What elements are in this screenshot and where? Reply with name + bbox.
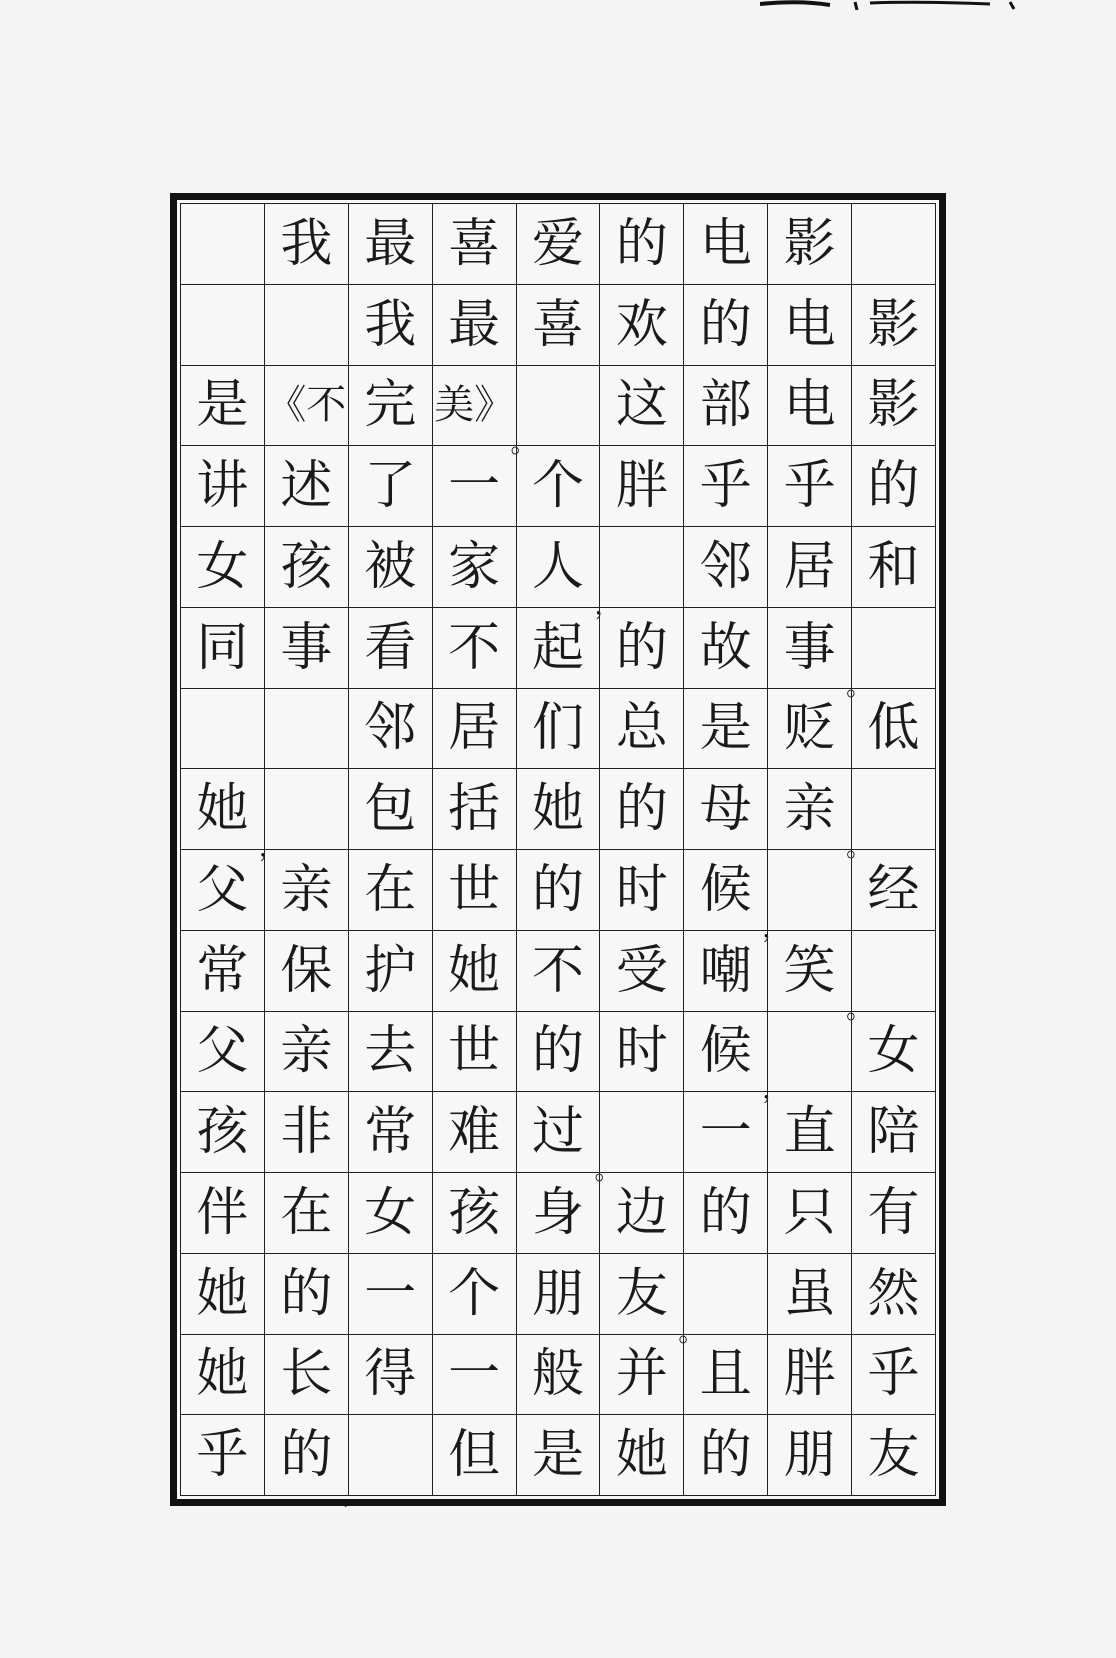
handwritten-character: 讲 [196,456,249,517]
handwritten-character: 友 [615,1263,668,1324]
handwritten-character: 的 [867,456,920,517]
grid-cell [349,1173,433,1254]
handwritten-character: 起 [531,617,584,678]
handwritten-character: 般 [531,1344,584,1405]
handwritten-character: 她 [531,779,584,840]
grid-cell [600,1173,684,1254]
grid-cell [517,769,601,850]
grid-cell [768,446,852,527]
grid-cell [684,931,768,1012]
handwritten-character: 影 [867,294,920,355]
handwritten-character: 嘲 [699,940,752,1001]
grid-cell [265,1254,349,1335]
grid-cell [181,608,265,689]
handwritten-character: 和 [867,536,920,597]
grid-cell [600,608,684,689]
grid-cell [600,204,684,285]
handwritten-character: 候 [699,859,752,920]
handwritten-character: 不 [531,940,584,1001]
handwritten-character: 亲 [783,779,836,840]
grid-cell [684,769,768,850]
grid-cell [684,285,768,366]
handwritten-character: 的 [280,1425,333,1486]
handwritten-character: 乎 [783,456,836,517]
handwritten-character: 身 [531,1182,584,1243]
grid-cell [684,1173,768,1254]
grid-cell [433,1092,517,1173]
handwritten-character: 不 [448,617,501,678]
handwritten-character: 被 [364,536,417,597]
handwritten-character: 时 [615,859,668,920]
handwritten-character: 她 [615,1425,668,1486]
grid-cell [181,1335,265,1416]
handwritten-character: 非 [280,1102,333,1163]
handwritten-character: 影 [783,213,836,274]
grid-cell [517,931,601,1012]
handwritten-character: 邻 [699,536,752,597]
grid-cell [852,1092,936,1173]
grid-cell [349,689,433,770]
top-edge-marks [760,0,1060,10]
handwritten-character: 最 [448,294,501,355]
grid-cell [684,204,768,285]
grid-cell [594,527,684,621]
handwritten-character: 的 [699,1182,752,1243]
grid-cell [768,689,852,770]
grid-cell [768,608,852,689]
grid-cell [265,608,349,689]
punctuation-mark: 。 [678,1317,705,1348]
grid-cell [684,527,768,608]
handwritten-character: 时 [615,1021,668,1082]
grid-cell [349,285,433,366]
grid-cell [768,285,852,366]
handwritten-character: 只 [783,1182,836,1243]
grid-cell [181,1092,265,1173]
grid-cell [265,1173,349,1254]
grid-cell [600,1254,684,1335]
grid-cell [600,1012,684,1093]
grid-cell [181,204,265,285]
grid-cell [852,204,936,285]
handwritten-character: 了 [364,456,417,517]
grid-cell [600,285,684,366]
grid-cell [349,608,433,689]
handwritten-character: 的 [615,617,668,678]
handwritten-character: 在 [280,1182,333,1243]
grid-cell [684,850,768,931]
grid-cell [600,850,684,931]
grid-cell [433,769,517,850]
grid-cell [433,1335,517,1416]
grid-cell [768,1173,852,1254]
handwritten-character: 保 [280,940,333,1001]
grid-cell [265,931,349,1012]
handwritten-character: 有 [867,1182,920,1243]
handwritten-character: 长 [280,1344,333,1405]
handwritten-character: 经 [867,859,920,920]
grid-cell [265,527,349,608]
handwritten-character: 的 [699,294,752,355]
handwritten-character: 的 [280,1263,333,1324]
handwritten-character: 事 [280,617,333,678]
handwritten-character: 女 [364,1182,417,1243]
grid-cell [517,1092,601,1173]
handwritten-character: 事 [783,617,836,678]
handwritten-character: 家 [448,536,501,597]
handwritten-character: 包 [364,779,417,840]
handwritten-character: 边 [615,1182,668,1243]
grid-cell [433,285,517,366]
grid-cell [265,689,349,770]
handwritten-character: 她 [448,940,501,1001]
grid-cell [517,1335,601,1416]
handwritten-character: 女 [196,536,249,597]
handwritten-character: 居 [448,698,501,759]
handwritten-character: 孩 [196,1102,249,1163]
punctuation-mark: 。 [846,833,873,863]
grid-cell [517,689,601,770]
grid-cell [517,204,601,285]
handwritten-character: 直 [783,1102,836,1163]
handwritten-character: 完 [364,375,417,436]
grid-cell [433,689,517,770]
handwritten-character: 看 [364,617,417,678]
punctuation-mark: ， [342,1479,369,1509]
grid-cell [433,366,517,447]
grid-cell [265,1335,349,1416]
grid-cell [181,1415,265,1496]
grid-cell [433,204,517,285]
grid-cell [265,1415,349,1496]
grid-cell [852,446,936,527]
handwritten-character: 友 [867,1425,920,1486]
composition-grid-frame [170,193,946,1509]
handwritten-character: 人 [531,536,584,597]
grid-cell [342,1415,433,1509]
grid-cell [684,1092,768,1173]
grid-cell [852,366,936,447]
grid-cell [852,1012,936,1093]
handwritten-character: 世 [448,1021,501,1082]
grid-cell [517,850,601,931]
grid-cell [852,1254,936,1335]
handwritten-character: 影 [867,375,920,436]
grid-cell [762,1012,852,1106]
handwritten-character: 朋 [783,1425,836,1486]
punctuation-mark: ， [762,913,789,944]
grid-cell [265,850,349,931]
handwritten-character: 陪 [867,1102,920,1163]
grid-cell [510,366,601,460]
grid-cell [684,689,768,770]
grid-cell [181,446,265,527]
grid-cell [433,931,517,1012]
handwritten-character: 她 [196,779,249,840]
grid-cell [433,1173,517,1254]
handwritten-character: 电 [699,213,752,274]
grid-cell [349,1335,433,1416]
handwritten-character: 且 [699,1344,752,1405]
handwritten-character: 在 [364,859,417,920]
handwritten-character: 个 [448,1263,501,1324]
grid-cell [517,608,601,689]
grid-cell [181,850,265,931]
handwritten-character: 这 [615,375,668,436]
grid-cell [846,608,936,702]
handwritten-character: 电 [783,294,836,355]
handwritten-character: 爱 [531,213,584,274]
handwritten-character: 并 [615,1344,668,1405]
grid-cell [852,1173,936,1254]
handwritten-character: 孩 [280,536,333,597]
handwritten-character: 母 [699,779,752,840]
grid-cell [433,1254,517,1335]
handwritten-character: 贬 [783,698,836,759]
grid-cell [684,366,768,447]
handwritten-character: 乎 [867,1344,920,1405]
grid-cell [181,1173,265,1254]
grid-cell [852,1415,936,1496]
handwritten-character: 朋 [531,1263,584,1324]
handwritten-character: 总 [615,698,668,759]
grid-cell [678,1254,768,1348]
grid-cell [258,769,349,863]
grid-cell [181,1012,265,1093]
handwritten-character: 常 [196,940,249,1001]
handwritten-character: 最 [364,213,417,274]
grid-cell [181,769,265,850]
handwritten-character: 乎 [699,456,752,517]
handwritten-character: 的 [531,1021,584,1082]
handwritten-character: 同 [196,617,249,678]
grid-cell [265,1012,349,1093]
handwritten-character: 的 [615,213,668,274]
handwritten-character: 去 [364,1021,417,1082]
grid-cell [433,527,517,608]
punctuation-mark: 。 [594,1156,621,1186]
handwritten-character: 美》 [434,382,515,429]
grid-cell [349,931,433,1012]
grid-cell [768,527,852,608]
handwritten-character: 是 [699,698,752,759]
grid-cell [600,366,684,447]
punctuation-mark: ， [594,590,621,621]
grid-cell [349,1012,433,1093]
handwritten-character: 父 [196,859,249,920]
handwritten-character: 难 [448,1102,501,1163]
handwritten-character: 乎 [196,1425,249,1486]
handwritten-character: 的 [699,1425,752,1486]
grid-cell [846,931,936,1025]
grid-cell [433,1415,517,1496]
handwritten-character: 一 [448,456,501,517]
handwritten-character: 亲 [280,1021,333,1082]
handwritten-character: 伴 [196,1182,249,1243]
handwritten-character: 她 [196,1263,249,1324]
handwritten-character: 喜 [531,294,584,355]
grid-cell [517,1173,601,1254]
grid-cell [600,1335,684,1416]
handwritten-character: 女 [867,1021,920,1082]
grid-cell [349,446,433,527]
handwritten-character: 然 [867,1263,920,1324]
grid-cell [349,204,433,285]
handwritten-character: 世 [448,859,501,920]
handwritten-character: 但 [448,1425,501,1486]
grid-cell [181,931,265,1012]
grid-cell [517,1415,601,1496]
grid-cell [517,1254,601,1335]
handwritten-character: 是 [196,375,249,436]
punctuation-mark: ， [258,833,285,863]
handwritten-character: 受 [615,940,668,1001]
punctuation-mark: 。 [510,429,537,460]
handwritten-character: 部 [699,375,752,436]
handwritten-character: 的 [531,859,584,920]
punctuation-mark: 。 [846,994,873,1025]
grid-cell [517,1012,601,1093]
grid-cell [768,366,852,447]
grid-cell [265,285,349,366]
grid-cell [768,769,852,850]
handwritten-character: 她 [196,1344,249,1405]
handwritten-character: 是 [531,1425,584,1486]
grid-cell [762,850,852,944]
handwritten-character: 虽 [783,1263,836,1324]
grid-cell [181,689,265,770]
grid-cell [349,527,433,608]
grid-cell [517,527,601,608]
grid-cell [846,769,936,863]
handwritten-character: 居 [783,536,836,597]
grid-cell [349,1092,433,1173]
grid-cell [265,204,349,285]
handwritten-character: 一 [448,1344,501,1405]
grid-cell [349,769,433,850]
handwritten-character: 一 [699,1102,752,1163]
grid-cell [181,1254,265,1335]
composition-grid [180,203,936,1509]
grid-cell [852,285,936,366]
grid-cell [768,1415,852,1496]
grid-cell [433,1012,517,1093]
grid-cell [600,769,684,850]
handwritten-character: 得 [364,1344,417,1405]
punctuation-mark: 。 [846,671,873,702]
grid-cell [349,850,433,931]
grid-cell [600,931,684,1012]
handwritten-character: 笑 [783,940,836,1001]
handwritten-character: 邻 [364,698,417,759]
handwritten-character: 我 [280,213,333,274]
grid-cell [684,446,768,527]
grid-cell [265,446,349,527]
handwritten-character: 电 [783,375,836,436]
handwritten-character: 父 [196,1021,249,1082]
handwritten-character: 《不 [266,382,347,429]
grid-cell [684,1335,768,1416]
grid-cell [517,285,601,366]
handwritten-character: 故 [699,617,752,678]
handwritten-character: 低 [867,698,920,759]
handwritten-character: 胖 [615,456,668,517]
grid-cell [517,446,601,527]
handwritten-character: 我 [364,294,417,355]
grid-cell [852,1335,936,1416]
grid-cell [852,527,936,608]
punctuation-mark: ， [762,1075,789,1106]
handwritten-character: 欢 [615,294,668,355]
grid-cell [600,1415,684,1496]
handwritten-character: 常 [364,1102,417,1163]
handwritten-character: 胖 [783,1344,836,1405]
grid-cell [684,1012,768,1093]
grid-cell [181,527,265,608]
grid-cell [768,931,852,1012]
grid-cell [768,204,852,285]
handwritten-character: 护 [364,940,417,1001]
handwritten-character: 个 [531,456,584,517]
grid-cell [594,1092,684,1186]
grid-cell [433,850,517,931]
grid-cell [852,689,936,770]
grid-cell [768,1092,852,1173]
grid-cell [349,1254,433,1335]
grid-cell [600,689,684,770]
grid-cell [684,608,768,689]
handwritten-character: 一 [364,1263,417,1324]
handwritten-character: 亲 [280,859,333,920]
grid-cell [181,285,265,366]
handwritten-character: 括 [448,779,501,840]
grid-cell [768,1335,852,1416]
handwritten-character: 孩 [448,1182,501,1243]
grid-cell [768,1254,852,1335]
grid-cell [684,1415,768,1496]
handwritten-character: 述 [280,456,333,517]
handwritten-character: 喜 [448,213,501,274]
handwritten-character: 的 [615,779,668,840]
grid-cell [265,366,349,447]
grid-cell [265,1092,349,1173]
grid-cell [433,608,517,689]
grid-cell [433,446,517,527]
grid-cell [852,850,936,931]
grid-cell [600,446,684,527]
grid-cell [349,366,433,447]
handwritten-character: 候 [699,1021,752,1082]
grid-cell [181,366,265,447]
handwritten-character: 过 [531,1102,584,1163]
handwritten-character: 们 [531,698,584,759]
